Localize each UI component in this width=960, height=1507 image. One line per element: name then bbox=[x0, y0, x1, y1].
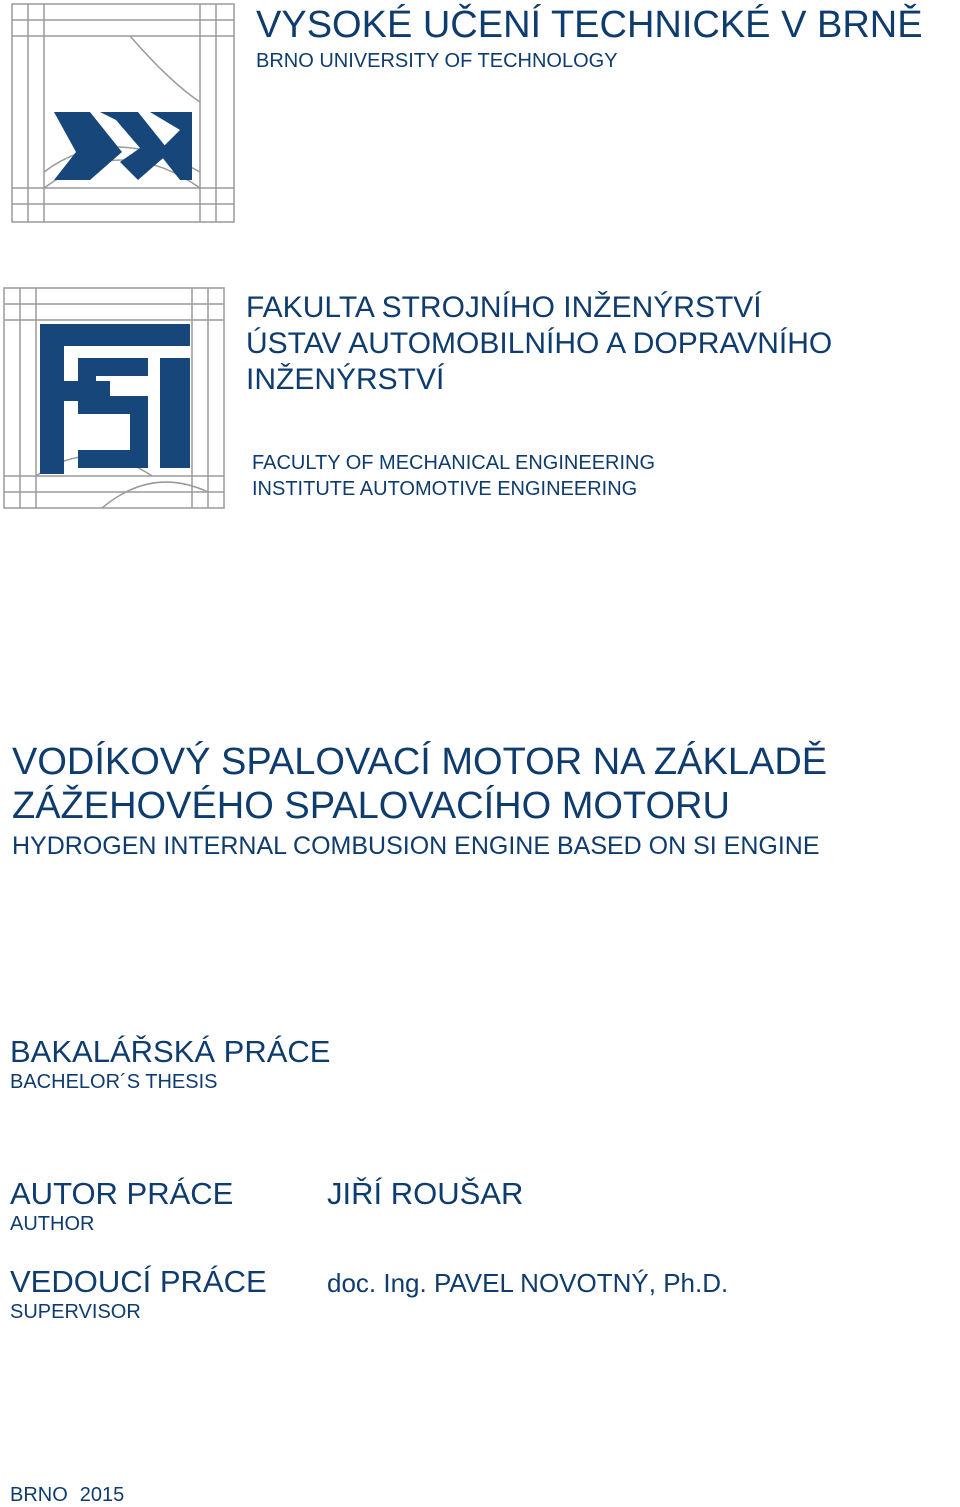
institute-name-cz-line2: INŽENÝRSTVÍ bbox=[246, 363, 445, 396]
thesis-title-cz-line1: VODÍKOVÝ SPALOVACÍ MOTOR NA ZÁKLADĚ bbox=[12, 741, 828, 783]
year: 2015 bbox=[79, 1484, 125, 1506]
thesis-title-cz-line2: ZÁŽEHOVÉHO SPALOVACÍHO MOTORU bbox=[12, 785, 730, 827]
faculty-block-cz bbox=[246, 290, 832, 398]
university-name-en: BRNO UNIVERSITY OF TECHNOLOGY bbox=[256, 50, 618, 72]
institute-name-en: INSTITUTE AUTOMOTIVE ENGINEERING bbox=[252, 478, 638, 500]
author-name: JIŘÍ ROUŠAR bbox=[327, 1176, 524, 1211]
university-name-cz: VYSOKÉ UČENÍ TECHNICKÉ V BRNĚ bbox=[256, 4, 923, 46]
thesis-type-cz: BAKALÁŘSKÁ PRÁCE bbox=[10, 1034, 331, 1069]
institute-name-cz-line1: ÚSTAV AUTOMOBILNÍHO A DOPRAVNÍHO bbox=[246, 327, 833, 360]
supervisor-name: doc. Ing. PAVEL NOVOTNÝ, Ph.D. bbox=[327, 1268, 729, 1298]
city: BRNO bbox=[10, 1484, 68, 1506]
thesis-type-en: BACHELOR´S THESIS bbox=[10, 1071, 218, 1093]
thesis-title-cz bbox=[12, 740, 827, 828]
fsi-logo-icon bbox=[2, 286, 226, 510]
faculty-block-en bbox=[252, 450, 655, 502]
author-label-cz: AUTOR PRÁCE bbox=[10, 1176, 234, 1211]
vut-logo-icon bbox=[10, 2, 236, 224]
place-and-year bbox=[10, 1484, 136, 1507]
author-label-en: AUTHOR bbox=[10, 1213, 95, 1235]
faculty-name-cz: FAKULTA STROJNÍHO INŽENÝRSTVÍ bbox=[246, 291, 762, 324]
supervisor-label-en: SUPERVISOR bbox=[10, 1301, 141, 1323]
thesis-title-en: HYDROGEN INTERNAL COMBUSION ENGINE BASED ON SI ENGINE bbox=[12, 832, 820, 860]
supervisor-label-cz: VEDOUCÍ PRÁCE bbox=[10, 1264, 267, 1299]
faculty-name-en: FACULTY OF MECHANICAL ENGINEERING bbox=[252, 452, 656, 474]
